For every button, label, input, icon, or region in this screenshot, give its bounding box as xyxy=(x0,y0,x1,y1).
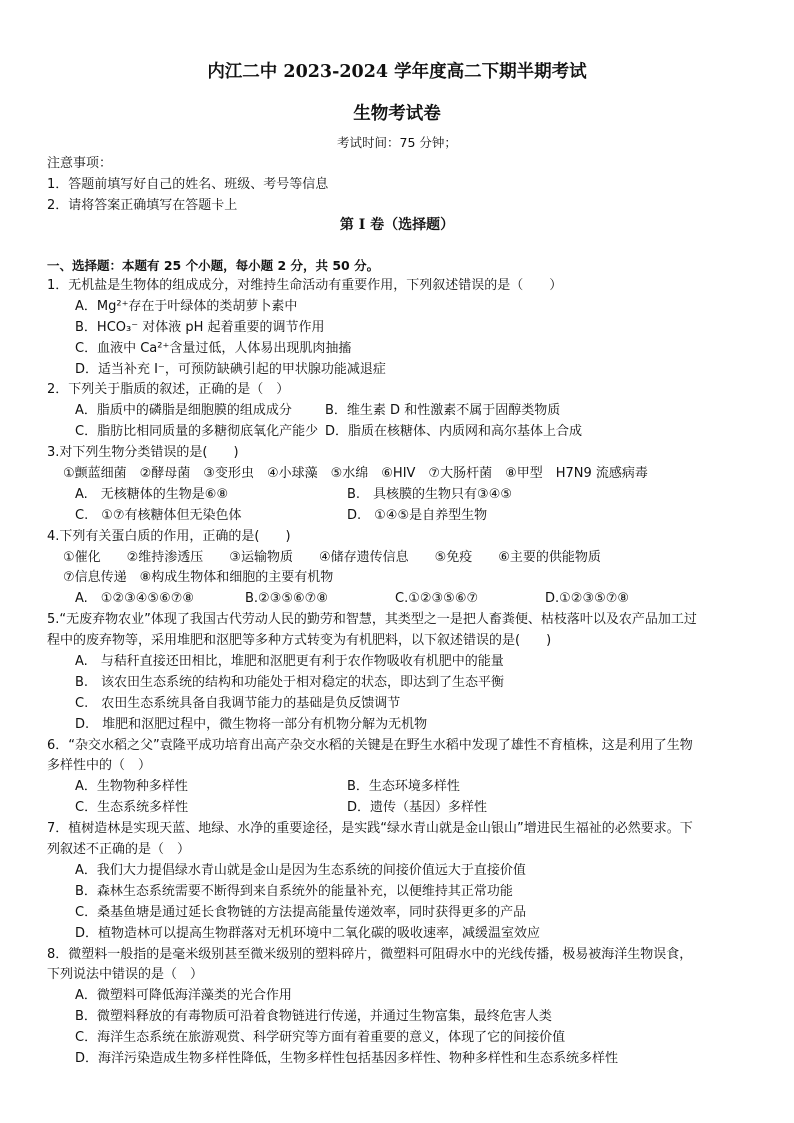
question-stem: 8．微塑料一般指的是毫米级别甚至微米级别的塑料碎片，微塑料可阻碍水中的光线传播，极易被海洋生物误食， xyxy=(47,946,693,962)
exam-title: 内江二中 2023-2024 学年度高二下期半期考试 xyxy=(207,62,587,82)
notice-item: 2．请将答案正确填写在答题卡上 xyxy=(47,198,238,213)
notice-block xyxy=(47,153,747,216)
option: C．血液中 Ca²⁺含量过低，人体易出现肌肉抽搐 xyxy=(75,340,352,356)
question-stem: 7．植树造林是实现天蓝、地绿、水净的重要途径，是实践“绿水青山就是金山银山”增进民生福祉的必然要求。下 xyxy=(47,821,693,837)
option: C. 农田生态系统具备自我调节能力的基础是负反馈调节 xyxy=(75,695,401,711)
question-stem-cont: 程中的废弃物等，采用堆肥和沤肥等多种方式转变为有机肥料，以下叙述错误的是( ) xyxy=(47,633,552,649)
option-row xyxy=(47,777,757,798)
questions xyxy=(47,276,757,1070)
question-items: ⑦信息传递 ⑧构成生物体和细胞的主要有机物 xyxy=(63,570,334,586)
question-stem: 5.“无废弃物农业”体现了我国古代劳动人民的勤劳和智慧，其类型之一是把人畜粪便、枯枝落叶以及农产品加工过 xyxy=(47,612,697,628)
option: A. ①②③④⑤⑥⑦⑧ xyxy=(75,591,195,607)
question-stem: 6．“杂交水稻之父”袁隆平成功培育出高产杂交水稻的关键是在野生水稻中发现了雄性不育植株，这是利用了生物 xyxy=(47,737,693,753)
option-row xyxy=(47,589,757,610)
option: A. 无核糖体的生物是⑥⑧ xyxy=(75,486,229,502)
option: D．遗传（基因）多样性 xyxy=(347,800,488,816)
option: A. 与秸秆直接还田相比，堆肥和沤肥更有利于农作物吸收有机肥中的能量 xyxy=(75,654,504,670)
option: B.②③⑤⑥⑦⑧ xyxy=(245,591,328,607)
option: A．生物物种多样性 xyxy=(75,779,188,795)
option: B．维生素 D 和性激素不属于固醇类物质 xyxy=(325,403,561,419)
exam-time: 考试时间：75 分钟； xyxy=(337,135,457,150)
section-title: 一、选择题：本题有 25 个小题，每小题 2 分，共 50 分。 xyxy=(47,258,380,273)
option: C．海洋生态系统在旅游观赏、科学研究等方面有着重要的意义，体现了它的间接价值 xyxy=(75,1030,566,1046)
option: A．Mg²⁺存在于叶绿体的类胡萝卜素中 xyxy=(75,298,298,314)
option: D．适当补充 I⁻，可预防缺碘引起的甲状腺功能减退症 xyxy=(75,361,386,377)
option: B．森林生态系统需要不断得到来自系统外的能量补充，以便维持其正常功能 xyxy=(75,883,513,899)
option: D．海洋污染造成生物多样性降低，生物多样性包括基因多样性、物种多样性和生态系统多样性 xyxy=(75,1050,619,1066)
part-title: 第 I 卷（选择题） xyxy=(339,217,455,233)
option: A．我们大力提倡绿水青山就是金山是因为生态系统的间接价值远大于直接价值 xyxy=(75,862,526,878)
option: C．脂肪比相同质量的多糖彻底氧化产能少 xyxy=(75,424,319,440)
question-stem-cont: 列叙述不正确的是（ ） xyxy=(47,842,191,858)
exam-subtitle: 生物考试卷 xyxy=(353,104,441,124)
option: D.①②③⑤⑦⑧ xyxy=(545,591,630,607)
notice-item: 1．答题前填写好自己的姓名、班级、考号等信息 xyxy=(47,177,329,192)
option: D．脂质在核糖体、内质网和高尔基体上合成 xyxy=(325,424,583,440)
option-row xyxy=(47,422,757,443)
question-stem: 4.下列有关蛋白质的作用，正确的是( ) xyxy=(47,528,291,544)
option: C. ①⑦有核糖体但无染色体 xyxy=(75,507,242,523)
question-stem-cont: 多样性中的（ ） xyxy=(47,758,152,774)
option: B. 具核膜的生物只有③④⑤ xyxy=(347,486,513,502)
option: B. 该农田生态系统的结构和功能处于相对稳定的状态，即达到了生态平衡 xyxy=(75,674,505,690)
option: D．植物造林可以提高生物群落对无机环境中二氧化碳的吸收速率，减缓温室效应 xyxy=(75,925,541,941)
option-row xyxy=(47,798,757,819)
question-stem: 1．无机盐是生物体的组成成分，对维持生命活动有重要作用，下列叙述错误的是（ ） xyxy=(47,278,563,293)
question-items: ①催化 ②维持渗透压 ③运输物质 ④储存遗传信息 ⑤免疫 ⑥主要的供能物质 xyxy=(63,549,601,565)
option: A．微塑料可降低海洋藻类的光合作用 xyxy=(75,988,292,1004)
option: C．桑基鱼塘是通过延长食物链的方法提高能量传递效率，同时获得更多的产品 xyxy=(75,904,527,920)
question-stem: 2．下列关于脂质的叙述，正确的是（ ） xyxy=(47,382,290,398)
option-row xyxy=(47,506,757,527)
option: B．HCO₃⁻ 对体液 pH 起着重要的调节作用 xyxy=(75,319,325,335)
option: B．生态环境多样性 xyxy=(347,779,460,795)
question-stem-cont: 下列说法中错误的是（ ） xyxy=(47,967,204,983)
option: B．微塑料释放的有毒物质可沿着食物链进行传递，并通过生物富集，最终危害人类 xyxy=(75,1009,552,1025)
option-row xyxy=(47,485,757,506)
option-row xyxy=(47,401,757,422)
option: C.①②③⑤⑥⑦ xyxy=(395,591,479,607)
option: D. 堆肥和沤肥过程中，微生物将一部分有机物分解为无机物 xyxy=(75,716,428,732)
notice-heading: 注意事项： xyxy=(47,156,113,171)
question-stem: 3.对下列生物分类错误的是( ) xyxy=(47,445,239,461)
option: D. ①④⑤是自养型生物 xyxy=(347,507,488,523)
option: A．脂质中的磷脂是细胞膜的组成成分 xyxy=(75,403,292,419)
question-items: ①颤蓝细菌 ②酵母菌 ③变形虫 ④小球藻 ⑤水绵 ⑥HIV ⑦大肠杆菌 ⑧甲型 H7N9 流感病毒 xyxy=(63,466,648,482)
option: C．生态系统多样性 xyxy=(75,800,189,816)
